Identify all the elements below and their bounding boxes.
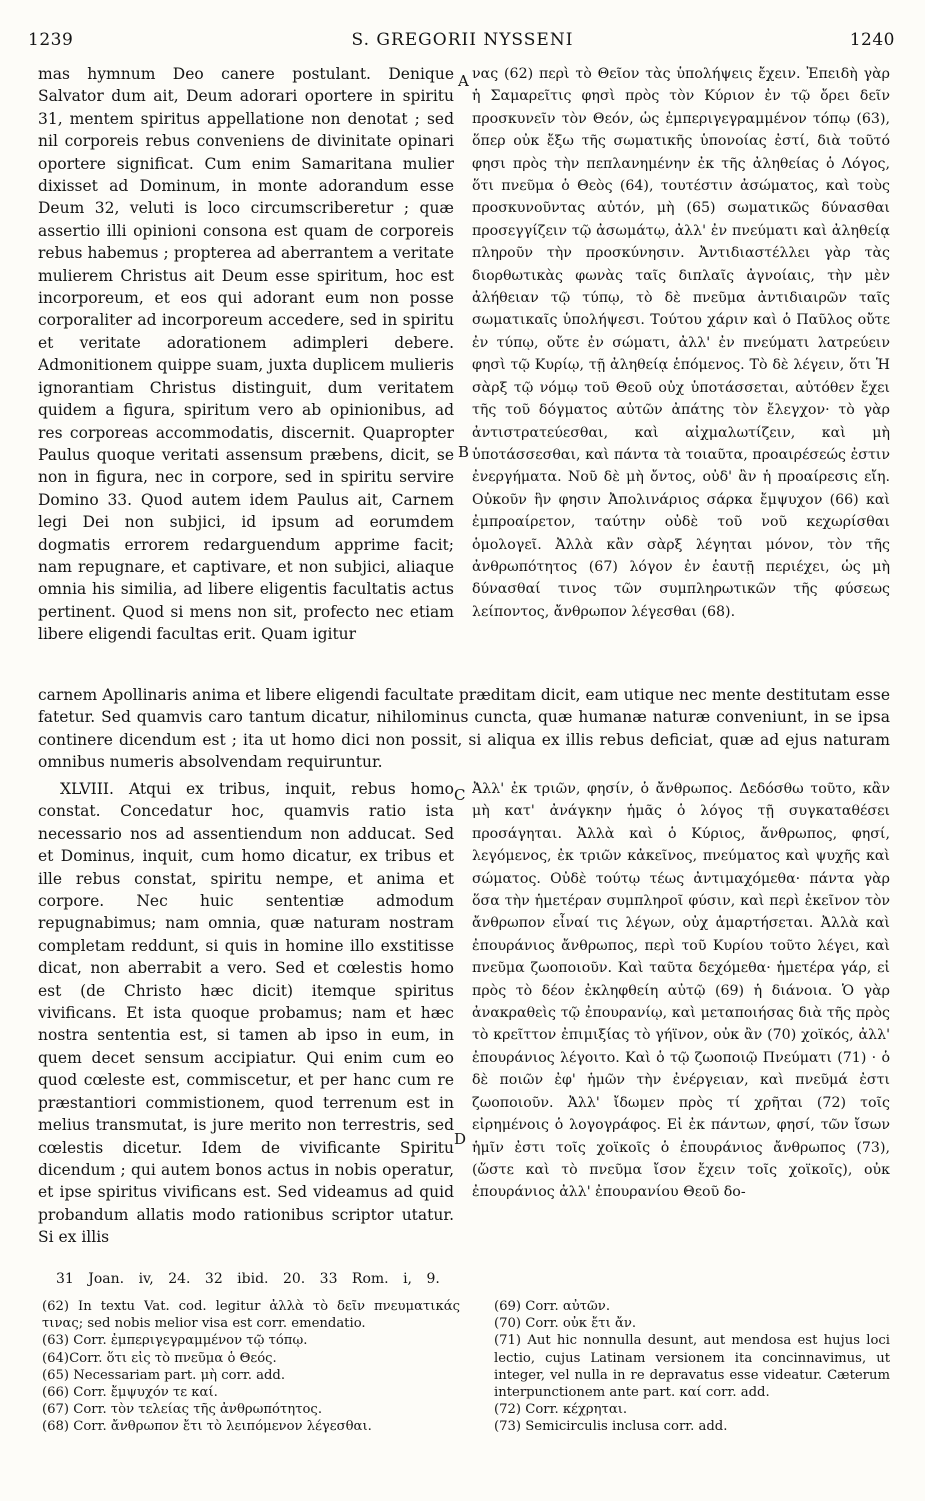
footnote: (71) Aut hic nonnulla desunt, aut mendosa est hujus loci lectio, cujus Latinam versionem ita concinnavimus, ut integer, vel nulla in re depravatus esse videatur. Cæterum interpunctionem ante part. καί corr. add. xyxy=(494,1333,890,1401)
greek-column-bottom xyxy=(472,778,890,1255)
footnotes-right xyxy=(494,1298,890,1436)
footnote: (62) In textu Vat. cod. legitur ἀλλὰ τὸ δεῖν πνευματικάς τινας; sed nobis melior visa est corr. emendatio. xyxy=(42,1299,460,1332)
footnote: (73) Semicirculis inclusa corr. add. xyxy=(494,1419,728,1435)
footnote: (64)Corr. ὅτι εἰς τὸ πνεῦμα ὁ Θεός. xyxy=(42,1350,277,1366)
greek-paragraph-top: νας (62) περὶ τὸ Θεῖον τὰς ὑπολήψεις ἔχειν. Ἐπειδὴ γὰρ ἡ Σαμαρεῖτις φησὶ πρὸς τὸν Κύριον ἐν τῷ ὄρει δεῖν προσκυνεῖν τὸν Θεόν, ὡς ἐμπεριγεγραμμένον τόπῳ (63), ὅπερ οὐκ ἔξω τῆς σωματικῆς ὑπονοίας ἐστί, διὰ τοῦτό φησι πρὸς τὴν πεπλανημένην ἐκ τῆς ἀληθείας ὁ Λόγος, ὅτι πνεῦμα ὁ Θεὸς (64), τουτέστιν ἀσώματος, καὶ τοὺς προσκυνοῦντας αὐτόν, μὴ (65) σωματικῶς δύνασθαι προσεγγίζειν τῷ ἀσωμάτῳ, ἀλλ' ἐν πνεύματι καὶ ἀληθείᾳ πληροῦν τὴν προσκύνησιν. Ἀντιδιαστέλλει γὰρ τὰς διορθωτικὰς φωνὰς ταῖς διπλαῖς ἀγνοίαις, τὴν μὲν ἀλήθειαν τῷ τύπῳ, τὸ δὲ πνεῦμα ἀντιδιαιρῶν ταῖς σωματικαῖς ὑπολήψεσι. Τούτου χάριν καὶ ὁ Παῦλος οὔτε ἐν τύπῳ, οὔτε ἐν σώματι, ἀλλ' ἐν πνεύματι λατρεύειν φησὶ τῷ Κυρίῳ, τῇ ἀληθείᾳ ἑπόμενος. Τὸ δὲ λέγειν, ὅτι Ἡ σὰρξ τῷ νόμῳ τοῦ Θεοῦ οὐχ ὑποτάσσεται, αὐτόθεν ἔχει τῆς τοῦ δόγματος αὐτῶν ἀπάτης τὸν ἔλεγχον· τὸ γὰρ ἀντιστρατεύεσθαι, καὶ αἰχμαλωτίζειν, καὶ μὴ ὑποτάσσεσθαι, καὶ πάντα τὰ τοιαῦτα, προαιρέσεώς ἐστιν ἐνεργήματα. Νοῦ δὲ μὴ ὄντος, οὐδ' ἂν ἡ προαίρεσις εἴη. Οὐκοῦν ἣν φησιν Ἀπολινάριος σάρκα ἔμψυχον (66) καὶ ἐμπροαίρετον, ταύτην οὐδὲ τοῦ νοῦ κεχωρίσθαι ὁμολογεῖ. Ἀλλὰ κἂν σὰρξ λέγηται μόνον, τὸν τῆς ἀνθρωπότητος (67) λόγον ἐν ἑαυτῇ περιέχει, ὡς μὴ δύνασθαί τινος τῶν συμπληρωτικῶν τῆς φύσεως λείποντος, ἄνθρωπον λέγεσθαι (68). xyxy=(472,66,890,620)
greek-column-top xyxy=(472,63,890,669)
greek-paragraph-bottom: Ἀλλ' ἐκ τριῶν, φησίν, ὁ ἄνθρωπος. Δεδόσθω τοῦτο, κἂν μὴ κατ' ἀνάγκην ἡμᾶς ὁ λόγος τῇ συγκαταθέσει προσάγηται. Ἀλλὰ καὶ ὁ Κύριος, ἄνθρωπος, φησί, λεγόμενος, ἐκ τριῶν κἀκεῖνος, πνεύματος καὶ ψυχῆς καὶ σώματος. Οὐδὲ τούτῳ τέως ἀντιμαχόμεθα· πάντα γὰρ ὅσα τὴν ἡμετέραν συμπληροῖ φύσιν, καὶ περὶ ἐκεῖνον τὸν ἄνθρωπον εἶναί τις λέγων, οὐχ ἁμαρτήσεται. Ἀλλὰ καὶ ἐπουράνιος ἄνθρωπος, περὶ τοῦ Κυρίου τοῦτο λέγει, καὶ πνεῦμα ζωοποιοῦν. Καὶ ταῦτα δεχόμεθα· ἡμετέρα γάρ, εἰ πρὸς τὸ δέον ἐκληφθείη αὐτῷ (69) ἡ διάνοια. Ὁ γὰρ ἀνακραθεὶς τῷ ἐπουρανίῳ, καὶ μεταποιήσας διὰ τῆς πρὸς τὸ κρεῖττον ἐπιμιξίας τὸ γήϊνον, οὐκ ἂν (70) χοϊκός, ἀλλ' ἐπουράνιος λέγοιτο. Καὶ ὁ τῷ ζωοποιῷ Πνεύματι (71) · ὁ δὲ ποιῶν ἐφ' ἡμῶν τὴν ἐνέργειαν, καὶ πνεῦμά ἐστι ζωοποιοῦν. Ἀλλ' ἴδωμεν πρὸς τί χρῆται (72) τοῖς εἰρημένοις ὁ λογογράφος. Εἰ ἐκ πάντων, φησί, τῶν ἴσων ἡμῖν ἐστι τοῖς χοϊκοῖς ὁ ἐπουράνιος ἄνθρωπος (73), (ὥστε καὶ τὸ πνεῦμα ἴσον ἔχειν τοῖς χοϊκοῖς), οὐκ ἐπουράνιος ἀλλ' ἐπουρανίου Θεοῦ δο- xyxy=(472,781,890,1201)
footnote: (69) Corr. αὐτῶν. xyxy=(494,1299,611,1314)
latin-column-bottom xyxy=(38,778,454,1255)
footnote: (68) Corr. ἄνθρωπον ἔτι τὸ λειπόμενον λέγεσθαι. xyxy=(42,1419,372,1435)
margin-letter-b: B xyxy=(458,443,470,461)
page-number-right: 1240 xyxy=(849,30,895,50)
latin-paragraph-bottom: XLVIII. Atqui ex tribus, inquit, rebus homo constat. Concedatur hoc, quamvis ratio ista necessario nos ad assentiendum non adducat. Sed et Dominus, inquit, cum homo dicatur, ex tribus et ille rebus constat, spiritu nempe, et anima et corpore. Nec huic sententiæ admodum repugnabimus; nam omnia, quæ naturam nostram completam reddunt, si quis in homine illo exstitisse dicat, non aberrabit a vero. Sed et cœlestis homo est (de Christo hæc dicit) itemque spiritus vivificans. Et ista quoque probamus; nam et hæc nostra sententia est, si tamen ab ipso in eum, in quem decet sensum accipiatur. Qui enim cum eo quod cœleste est, commiscetur, et per hanc cum re præstantiori commistionem, quod terrenum est in melius transmutat, is jure merito non terrestris, sed cœlestis dicetur. Idem de vivificante Spiritu dicendum ; qui autem bonos actus in nobis operatur, et ipse spiritus vivificans est. Sed videamus ad quid probandum allatis modo rationibus scriptor utatur. Si ex illis xyxy=(38,780,454,1247)
footnote: (66) Corr. ἔμψυχόν τε καί. xyxy=(42,1385,218,1401)
footnote: (65) Necessariam part. μὴ corr. add. xyxy=(42,1367,286,1383)
scripture-references: 31 Joan. iv, 24. 32 ibid. 20. 33 Rom. i, 9. xyxy=(56,1271,440,1287)
latin-paragraph-fullwidth: carnem Apollinaris anima et libere eligendi facultate præditam dicit, eam utique nec mente destitutam esse fatetur. Sed quamvis caro tantum dicatur, nihilominus cuncta, quæ humanæ naturæ conveniunt, in se ipsa continere dicendum est ; ita ut homo dici non possit, si aliqua ex illis rebus deficiat, quæ ad ejus naturam omnibus numeris absolvendam requiruntur. xyxy=(38,686,890,772)
margin-letter-d: D xyxy=(454,1130,467,1148)
margin-letter-a: A xyxy=(458,72,469,90)
footnote: (72) Corr. κέχρηται. xyxy=(494,1402,628,1418)
page-number-left: 1239 xyxy=(28,30,74,50)
footnote: (63) Corr. ἐμπεριγεγραμμένον τῷ τόπῳ. xyxy=(42,1333,308,1349)
running-title: S. GREGORII NYSSENI xyxy=(351,30,574,50)
latin-fullwidth-block xyxy=(38,684,890,776)
footnote: (70) Corr. οὐκ ἔτι ἄν. xyxy=(494,1316,637,1332)
margin-letter-c: C xyxy=(454,786,466,804)
latin-paragraph-top: mas hymnum Deo canere postulant. Denique Salvator dum ait, Deum adorari oportere in spiritu 31, mentem spiritus appellatione non denotat ; sed nil corporeis rebus conveniens de divinitate opinari oportere significat. Cum enim Samaritana mulier dixisset ad Dominum, in monte adorandum esse Deum 32, veluti is loco circumscriberetur ; quæ assertio illi opinioni consona est quam de corporeis rebus habemus ; propterea ad aberrantem a veritate mulierem Christus ait Deum esse spiritum, hoc est incorporeum, et eos qui adorant eum non posse corporaliter ad incorporeum accedere, sed in spiritu et veritate adorationem adimpleri debere. Admonitionem quippe suam, juxta duplicem mulieris ignorantiam Christus distinguit, dum veritatem quidem a figura, spiritum vero ab opinionibus, ad res corporeas accommodatis, discernit. Quapropter Paulus quoque veritati assensum præbens, dicit, se non in figura, nec in corpore, sed in spiritu servire Domino 33. Quod autem idem Paulus ait, Carnem legi Dei non subjici, id ipsum ad eorumdem dogmatis errorem redarguendum apprime facit; nam repugnare, et captivare, et non subjici, aliaque omnia his similia, ad libere eligentis facultatis actus pertinent. Quod si mens non sit, profecto nec etiam libere eligendi facultas erit. Quam igitur xyxy=(38,65,454,644)
latin-column-top xyxy=(38,63,454,669)
footnotes-left xyxy=(42,1298,460,1436)
footnote: (67) Corr. τὸν τελείας τῆς ἀνθρωπότητος. xyxy=(42,1402,323,1418)
